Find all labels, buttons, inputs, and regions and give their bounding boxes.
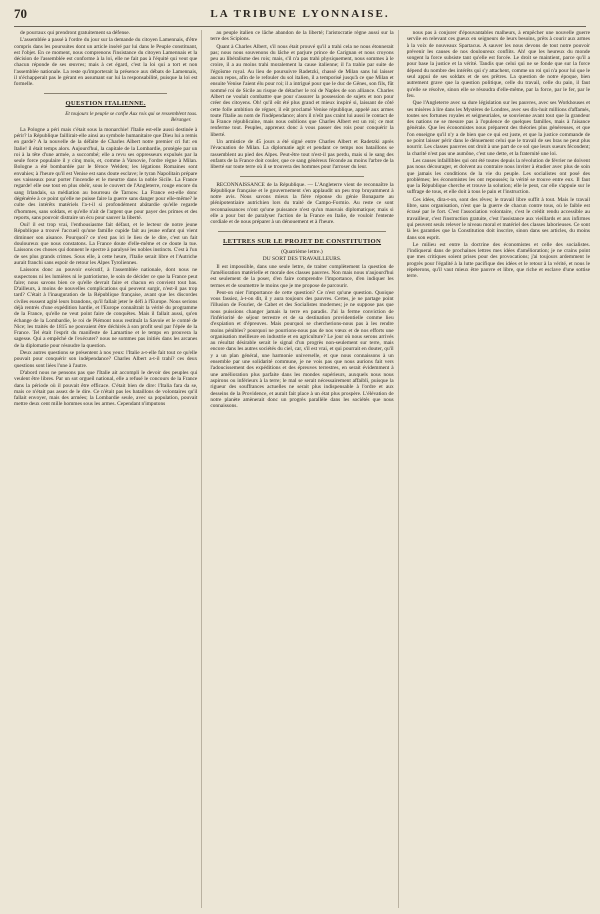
page-number: 70	[14, 6, 27, 21]
section-title-lettres-constitution: LETTRES SUR LE PROJET DE CONSTITUTION	[222, 237, 382, 245]
letter-number: (Quatrième lettre.)	[281, 248, 323, 255]
epigraph-source: Béranger.	[171, 116, 192, 123]
paragraph: Les causes infaillibles qui ont été toutes depuis la révolution de février ne doivent pas nous décourager, et doivent au contraire nous inviter à étudier avec plus de soin que jamais les conditions de la vie du peuple. Les socialistes ont posé des problèmes; les économistes les ont repoussés; la vérité se trouve entre eux. Il faut que la République cherche et trouve la solution; elle le peut, car elle s'appuie sur le suffrage de tous, et elle doit à tous le pain et l'instruction.	[406, 157, 590, 196]
paragraph: Le milieu est entre la doctrine des économistes et celle des socialistes. J'indiquerai dans de prochaines lettres mes idées d'amélioration; je ne crains point que mes critiques soient prises pour des provocations; j'ai toujours ardemment le progrès pour l'égalité à la lutte pacifique des idées et le retour à la vérité, et nous le répéterons, qu'il vaut mieux être pauvre et libre, que riche et esclave d'une sottise terre.	[406, 241, 590, 280]
divider	[44, 93, 167, 94]
paragraph: Peut-on nier l'importance de cette question? Ce n'est qu'une question. Quoique vous fassiez, à-t-on dit, il y aura toujours des pauvres. Certes, je ne partage point l'illusion de Fourier, de Cabet et des Socialistes modernes; je ne suppose pas que nous puissions changer jamais la terre en paradis. J'ai la ferme conviction de l'infériorité de séjour terrestre et de sa destination providentielle comme lieu d'expiation et d'épreuves. Mais pourquoi se chercherions-nous pas à les rendre moins pénibles? pourquoi ne pourrions-nous pas de nos vœux et de nos efforts une organisation meilleure en industrie et en agriculture? Le jour où nous serons arrivés au résultat désirable serait le signal d'un progrès non-seulement sur terre, mais encore dans les autres sociétés du ciel, car, s'il est vrai, et qui pourrait en douter, qu'il y a un plan général, une harmonie universelle, et que nous connaissons à un ensemble par une solidarité commune, je ne vois pas que nous aurions fait vers l'adoucissement des expéditions et des épreuves terrestres, en serait évidemment à une amélioration plus parfaite dans les mondes supérieurs, auxquels nous nous aspirons ou inférieurs à la terre; le mal se serait nécessairement affaibli, puisque la rigueur des souffrances actuelles ne serait plus indispensable à l'ordre et aux desseins de la Providence, et aurait fait place à un état plus prospère. L'élévation de notre planète amènerait donc un progrès parallèle dans les sociétés que nous connaissons.	[210, 289, 394, 410]
epigraph	[14, 111, 197, 123]
section-title-question-italienne: QUESTION ITALIENNE.	[65, 99, 146, 107]
paragraph: Ces idées, dira-t-on, sont des rêves; le travail libre suffit à tout. Mais le travail libre, sans organisation, n'est que la guerre de chacun contre tous, où le faible est écrasé par le fort. C'est l'association volontaire, c'est le crédit rendu accessible au travailleur, c'est l'instruction gratuite, c'est l'assistance aux vieillards et aux infirmes qui peuvent seuls relever le niveau moral et matériel des classes laborieuses. Ce sont là les garanties que la Constitution doit inscrire, sinon dans ses articles, du moins dans son esprit.	[406, 196, 590, 241]
paragraph: nous pas à conjurer d'épouvantables malheurs, à empêcher une nouvelle guerre servile en relevant ces gueux en seigneurs de leurs besoins, prêts à courir aux armes à la voix de nouveaux Spartacus. A sauver les nous devons de tout notre pouvoir prévenir les causes de nos douloureux conflits. Ah! que les heureux du monde songent la force subsiste tant qu'elle est forcée. Le droit se maintient, parce qu'il a pour base la justice et la vérité. Tandis que celui qui ne se fonde que sur la force dépend du nombre des intérêts qui s'y attachent, comme un roi qui n'a pour lui que le seul appui de ses soldats et de ses prêtres. La question de notre époque, bien autrement grave que la question politique, celle du travail, celle du pain, il faut qu'elle se résolve, sinon elle se résoudra d'elle-même, par la force, par le fer, par le feu.	[406, 30, 590, 99]
paragraph: Quant à Charles Albert, s'il nous était prouvé qu'il a trahi cela ne nous étonnerait pas; nous nous souvenons du lâche et parjure prince de Carignan et nous croyons peu au libéralisme des rois; mais, s'il n'a pas trahi physiquement, nous sommes à le croire, il a au moins trahi moralement la cause italienne; il l'a trahie par suite de l'égoïsme royal. Au lieu de poursuivre Radetzki, chassé de Milan sans lui laisser aucun repos, afin de le refouler du sol italien, il a temporisé jusqu'à ce que Milan et ensuite Venise l'aient élu pour roi; il a intrigué pour que le duc de Gênes, son fils, fût nommé roi de Sicile au risque de détacher le roi de Naples de son alliance. Charles Albert ne voulait combattre que pour s'assurer la possession de sujets et non pour créer des citoyens. Oh! qu'il eût été plus grand et mieux inspiré si, laissant de côté cette folle ambition de régner, il eût proclamé Venise république, appelé aux armes toute l'Italie au nom de l'indépendance; alors il n'eût pas craint lui aussi le contact de la France républicaine, mais nous oublions que Charles Albert est un roi; ce mot renferme tout. Peuples, apprenez donc à vous passer des rois pour conquérir la liberté.	[210, 43, 394, 138]
paragraph: Il est impossible, dans une seule lettre, de traiter complètement la question de l'amélioration matérielle et morale des classes pauvres. Non mais nous n'aujourd'hui est seulement de la poser, d'en faire comprendre l'importance, d'en indiquer les termes et de soumettre le moins que je me propose de parcourir.	[210, 263, 394, 289]
column-2	[210, 30, 398, 908]
page-header	[14, 4, 586, 27]
divider	[240, 176, 363, 177]
paragraph: RECONNAISSANCE de la République. — L'Angleterre vient de reconnaître la République française et le gouvernement s'en applaudit un peu trop bruyamment à notre avis. Nous savons mieux la fière réponse du génie Bonaparte au plénipotentiaire autrichien lors du traité de Campo-Formio. Au reste ce sont reconnaissances n'ont qu'une puissance n'est qu'un mauvais diplomatique; mais si elle a pour but de paralyser l'action de la France en Italie, de vouloir l'entente cordiale et de nous préparer à un dénouement et à l'heure.	[210, 181, 394, 226]
column-3	[407, 30, 590, 908]
paragraph: au peuple italien ce lâche abandon de la liberté; l'aristocratie règne aussi sur la terre des Scipions.	[210, 30, 394, 43]
paragraph: L'assemblée a passé à l'ordre du jour sur la demande du citoyen Lamennais, d'être compris dans les poursuites dont un article inséré par lui dans le Peuple constituant, est l'objet. En ce moment, nous comprenons l'insistance du citoyen Lamennais et la décision de l'assemblée est conforme à la loi, elle ne fait pas à l'équité qui veut que chacun réponde de ses œuvres; mais à cet égard, c'est la loi qui a tort et non l'assemblée nationale. La reste qu'importerait la présence aux débats de Lamennais, il n'échapperait pas le gérant en assumant sur lui la responsabilité, puisque la loi est formelle.	[14, 37, 198, 88]
paragraph: La Pologne a péri mais c'était sous la monarchie! l'Italie est-elle aussi destinée à périr? la République faillirait-elle ainsi au symbole humanitaire que Dieu lui a remis en garde? A la nouvelle de la défaite de Charles Albert notre premier cri fut: en Italie! il était temps alors. Aujourd'hui, la capitale de la Lombardie, protégée par un roi à la tête d'une armée, a succombé; elle a revu ses oppresseurs expulsés par la seule force populaire il y cinq mois, et, comme à Varsovie, l'ordre règne à Milan. Bologne a été bombardée par le féroce Welden; les légations Romaines sont envahies; à l'heure qu'il est Venise est sans doute esclave; le tyran Napolitain prépare ses vaisseaux pour porter l'incendie et le meurtre dans la noble Sicile. La France regarde! elle ose tout en plus obéir, sous le couvert de l'Angleterre, rouge encore du sang Irlandais, sa médiation au bourreau de Tarnow. La France est-elle donc dégénérée à ce point qu'elle ne puisse faire la guerre sans danger pour elle-même? le culte des intérêts matériels l'a-t-il si profondément abâtardie qu'elle regarde d'hommes, sans soldats, et qu'elle n'ait de l'argent que pour payer des primes et des reports, sans pouvoir distraire un écu pour sauver la liberté.	[14, 126, 198, 221]
paragraph: Que l'Angleterre avec sa dure législation sur les pauvres, avec ses Workhouses et ses misères à lire dans les Mystères de Londres, avec ses dix-huit millions d'affamés, toutes ses fortunes royales et seigneuriales, se souvienne avant tout que la grandeur des nations ne se mesure pas à l'opulence de quelques familles, mais à l'aisance générale. Que les économistes nous préparent des théories plus généreuses, et que l'on enseigne qu'il n'y a de bien que ce qui est juste, et que la justice commande de ne point laisser périr dans le dénuement celui que le travail de ses bras ne peut plus nourrir. Les classes pauvres ont droit à une part de ce sol que leurs sueurs fécondent; la charité n'est pas une aumône, c'est une dette, et la fraternité une loi.	[406, 100, 590, 157]
column-1	[14, 30, 202, 908]
paragraph: Deux autres questions se présentent à nos yeux: l'Italie a-t-elle fait tout ce qu'elle pouvait pour conquérir son indépendance? Charles Albert a-t-il trahi? ces deux questions sont liées l'une à l'autre.	[14, 350, 198, 369]
epigraph-text: Et toujours le peuple se confie Aux rois qui se ressemblent tous.	[65, 110, 198, 117]
paragraph: D'abord nous ne pensons pas que l'Italie ait accompli le devoir des peuples qui veulent être libres. Par un sot orgueil national, elle a refusé le concours de la France dans la période où il pouvait être efficace. C'était bien de dire: l'Italia fara da se, mais ce n'était pas assez de le dire. Ce n'était pas les bataillons de volontaires qu'il fallait envoyer, mais des armées; la Lombardie seule, avec sa population, pouvait mettre deux cent mille hommes sous les armes. Cependant n'imputons	[14, 369, 198, 408]
masthead-title: LA TRIBUNE LYONNAISE.	[210, 8, 390, 20]
letter-subject: DU SORT DES TRAVAILLEURS.	[262, 256, 342, 263]
paragraph: Un armistice de 45 jours a été signé entre Charles Albert et Radetzki après l'évacuation de Milan. La diplomatie agit et pendant ce temps nos bataillons se rassemblent au pied des Alpes. Peut-être tout n'est-il pas perdu, mais si le sang des enfants de la France doit couler, que ce sang généreux féconde au moins l'arbre de la liberté sur toute terre où il se trouvera des hommes pour l'arroser du leur.	[210, 139, 394, 171]
divider	[218, 231, 385, 232]
paragraph: Laissons donc au pouvoir exécutif, à l'assemblée nationale, dont nous ne suspectons ni les lumières ni le patriotisme, le soin de décider ce que la France peut faire; nous savons bien ce qu'elle devrait faire et chacun en convient tout bas. D'ailleurs, à moins de nouvelles complications qui peuvent surgir, n'est-il pas trop tard? C'était à l'inauguration de la République française, avant que les discordes civiles eussent agité leurs brandons, qu'il fallait jeter le défi à l'Europe. Nous serions déjà rentrés d'une expédition hardie, et l'Europe connaîtrait la vérité du programme de la France, qu'elle ne veut point faire de conquêtes. Mais il fallait aussi, qu'en échange de la Lombardie, le roi de Piémont nous restituât la Savoie et le comté de Nice; les traités de 1815 ne pouvaient être déchirés à son profit seul par l'épée de la France. Tel était l'esprit du manifeste de Lamartine et le temps en prouvera la sagesse. Qui a empêché de l'exécuter? nous ne sommes pas initiés dans les arcanes de la diplomatie pour résoudre la question.	[14, 267, 198, 349]
columns	[14, 30, 590, 908]
paragraph: Oui! il est trop vrai, l'enthousiasme fait défaut, et le lecteur de notre jeune République a trouvé l'accueil qu'une famille cupide fait au jeune enfant qui vient diminuer son aisance. Pourquoi? ce n'est pas ici le lieu de le dire, c'est un fait douloureux que nous constatons. La France doute d'elle-même et ce doute la tue. Laissons ces choses qui donnent le spectre à paralysé les nobles instincts. C'est à l'un de ses plus grands crimes. Sous elle, à cette heure, l'Italie serait libre et l'Autriche aurait franchi sans espoir de retour les Alpes Tyroliennes.	[14, 222, 198, 266]
paragraph: de pourraux qui prendront gratuitement sa défense.	[20, 30, 131, 36]
